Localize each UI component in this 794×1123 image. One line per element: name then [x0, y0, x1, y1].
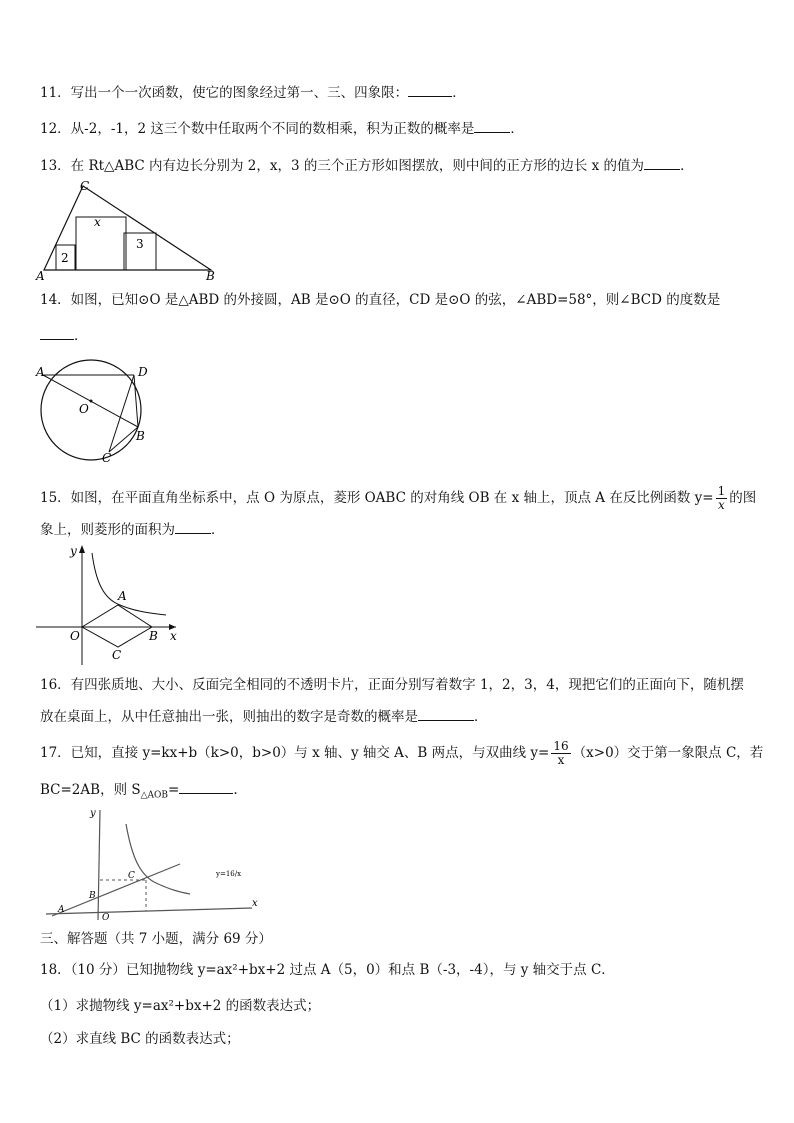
- answer-blank: [474, 118, 510, 133]
- section-heading: 三、解答题（共 7 小题，满分 69 分）: [40, 931, 272, 947]
- label-x: x: [170, 629, 177, 643]
- label-D: D: [138, 365, 148, 379]
- question-18-part1: （1）求抛物线 y=ax²+bx+2 的函数表达式；: [40, 998, 321, 1014]
- figure-line-hyperbola: [40, 808, 270, 924]
- question-17-line1: 17．已知，直接 y=kx+b（k>0，b>0）与 x 轴、y 轴交 A、B 两点，与双曲线 y= $\frac{16}{x}$ （x>0）交于第一象限点 C，若: [40, 738, 764, 767]
- label-y: y: [70, 544, 77, 558]
- answer-blank: [179, 779, 233, 794]
- label-x: x: [252, 898, 258, 909]
- question-18: 18．（10 分）已知抛物线 y=ax²+bx+2 过点 A（5，0）和点 B（-3，-4），与 y 轴交于点 C．: [40, 962, 615, 978]
- label-3: 3: [136, 237, 144, 251]
- label-B: B: [89, 891, 96, 901]
- label-O: O: [79, 402, 89, 416]
- answer-blank: [408, 82, 452, 97]
- answer-blank: [175, 519, 211, 534]
- question-12: 12．从-2，-1，2 这三个数中任取两个不同的数相乘，积为正数的概率是 ．: [40, 118, 524, 139]
- label-C: C: [128, 871, 135, 881]
- question-16-line1: 16．有四张质地、大小、反面完全相同的不透明卡片，正面分别写着数字 1，2，3，4，现把它们的正面向下，随机摆: [40, 677, 744, 693]
- question-15-line1: 15．如图，在平面直角坐标系中，点 O 为原点，菱形 OABC 的对角线 OB 在 x 轴上，顶点 A 在反比例函数 y= $\frac{1}{x}$ 的图: [40, 483, 757, 512]
- answer-blank: [418, 706, 474, 721]
- answer-blank: [644, 155, 680, 170]
- question-18-part2: （2）求直线 BC 的函数表达式；: [40, 1031, 240, 1047]
- question-13: 13．在 Rt△ABC 内有边长分别为 2，x，3 的三个正方形如图摆放，则中间的正方形的边长 x 的值为 ．: [40, 155, 694, 176]
- label-O: O: [102, 913, 110, 923]
- label-O: O: [70, 629, 80, 643]
- question-14-line1: 14．如图，已知⊙O 是△ABD 的外接圆，AB 是⊙O 的直径，CD 是⊙O 的弦，∠ABD=58°，则∠BCD 的度数是: [40, 292, 721, 308]
- label-A: A: [118, 589, 127, 603]
- question-11: 11．写出一个一次函数，使它的图象经过第一、三、四象限： ．: [40, 82, 466, 103]
- label-C: C: [102, 451, 112, 465]
- label-C: C: [112, 648, 122, 662]
- question-15-line2: 象上，则菱形的面积为 ．: [40, 519, 225, 540]
- label-B: B: [206, 269, 215, 283]
- fraction-16-over-x: $\frac{16}{x}$: [553, 738, 569, 767]
- label-A: A: [58, 905, 65, 915]
- label-x: x: [94, 215, 101, 229]
- figure-circle: [36, 360, 151, 465]
- label-B: B: [149, 629, 158, 643]
- curve-label: y=16/x: [216, 870, 242, 878]
- label-B: B: [136, 429, 145, 443]
- figure-triangle-squares: [36, 178, 221, 284]
- label-A: A: [36, 269, 45, 283]
- label-C: C: [80, 179, 90, 193]
- question-16-line2: 放在桌面上，从中任意抽出一张，则抽出的数字是奇数的概率是 ．: [40, 706, 488, 727]
- figure-rhombus-axes: [36, 543, 186, 667]
- fraction-1-over-x: $\frac{1}{x}$: [717, 483, 726, 512]
- question-14-line2: ．: [40, 325, 88, 346]
- question-17-line2: BC=2AB，则 $S_{\triangle AOB}=$ .: [40, 779, 238, 806]
- label-2: 2: [61, 251, 69, 265]
- label-y: y: [90, 808, 96, 819]
- answer-blank: [40, 325, 74, 340]
- label-A: A: [36, 365, 45, 379]
